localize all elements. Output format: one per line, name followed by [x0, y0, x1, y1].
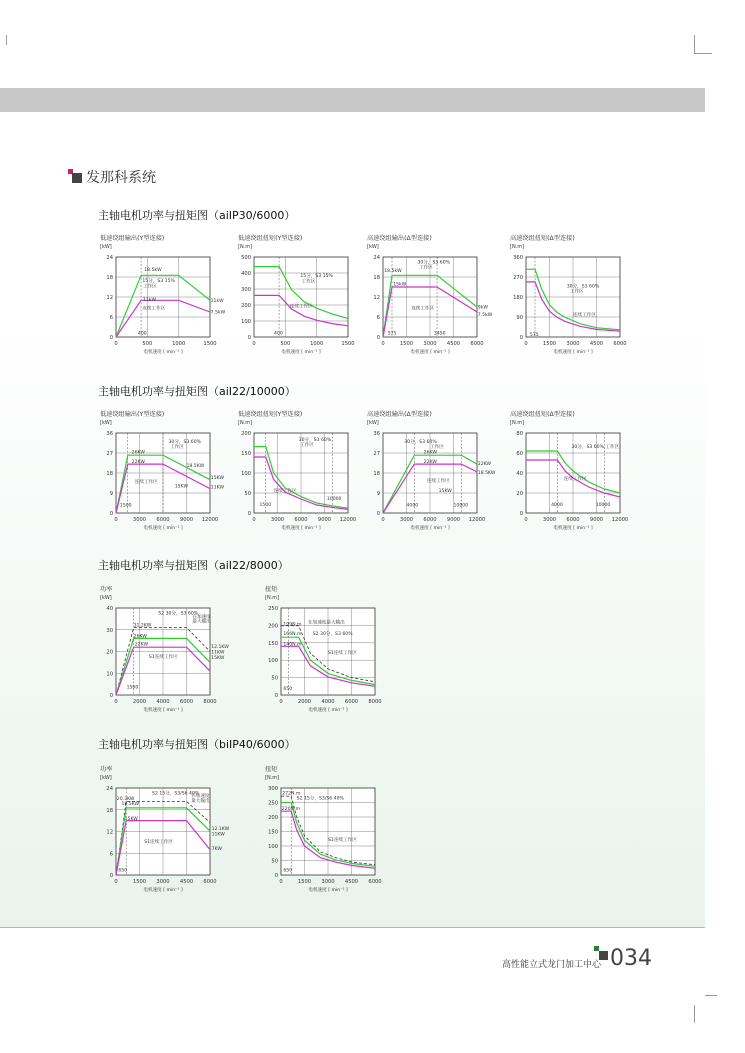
x-axis-label: 电机速度 [ min⁻¹ ] [143, 350, 183, 355]
y-tick-label: 0 [109, 693, 113, 699]
annotation-label: 22KW [423, 460, 437, 465]
x-tick-label: 6000 [368, 879, 382, 885]
chart-9 [98, 582, 238, 717]
y-tick-label: 100 [241, 471, 251, 477]
annotation-label: 12.1KW [211, 645, 229, 651]
y-tick-label: 12 [106, 829, 113, 836]
annotation-label: 18.5KW [477, 470, 496, 476]
annotation-label: 18.5KW [186, 464, 205, 470]
x-tick-label: 0 [114, 699, 118, 705]
y-tick-label: 150 [241, 451, 251, 457]
y-tick-label: 0 [274, 693, 278, 699]
y-tick-label: 20 [106, 649, 113, 656]
annotation-label: S2 15分，S3/S6 40% [152, 791, 200, 797]
annotation-label: 工作区 [142, 284, 157, 290]
y-tick-label: 200 [268, 815, 278, 821]
y-tick-label: 80 [516, 431, 523, 437]
x-tick-label: 4000 [156, 699, 170, 705]
y-tick-label: 0 [376, 511, 380, 517]
x-tick-label: 0 [524, 517, 528, 523]
y-unit-label: [kW] [100, 244, 112, 250]
annotation-label: 连续工作区 [134, 480, 158, 485]
y-unit-label: [N.m] [238, 420, 253, 426]
x-tick-label: 4500 [589, 341, 604, 347]
x-tick-label: 6000 [203, 879, 217, 885]
x-tick-label: 8000 [203, 699, 217, 705]
chart-title: 低速绕组输出(Y型连接) [100, 411, 165, 418]
y-tick-label: 12 [106, 295, 113, 301]
footer-divider [0, 927, 705, 928]
annotation-label: 18.5kW [144, 268, 162, 273]
y-unit-label: [N.m] [265, 595, 280, 601]
footer-title: 高性能立式龙门加工中心 [502, 960, 602, 970]
annotation-label: 30分，S3 60% [298, 438, 332, 443]
y-tick-label: 200 [241, 303, 251, 309]
chart-title: 扭矩 [265, 586, 278, 593]
y-tick-label: 100 [268, 658, 278, 665]
annotation-label: 连续工作区 [563, 477, 587, 482]
annotation-label: 9kW [477, 305, 488, 311]
x-tick-label: 3000 [270, 517, 285, 523]
plot-area [254, 257, 348, 337]
annotation-label: S1连续工作区 [144, 840, 174, 846]
y-tick-label: 300 [241, 287, 251, 293]
x-tick-label: 4000 [321, 699, 335, 705]
annotation-label: 11KW [210, 485, 225, 491]
x-tick-label: 0 [114, 879, 118, 885]
chart-title: 高速绕组扭矩(Δ型连接) [510, 411, 575, 418]
y-tick-label: 20 [516, 491, 523, 497]
annotation-label: 11kW [142, 298, 157, 303]
y-tick-label: 360 [513, 255, 523, 261]
y-unit-label: [N.m] [510, 420, 525, 426]
y-unit-label: [kW] [100, 775, 112, 781]
y-tick-label: 18 [373, 471, 380, 477]
x-tick-label: 1500 [297, 879, 312, 885]
annotation-label: 199N.m [283, 622, 302, 628]
y-tick-label: 200 [268, 623, 278, 630]
x-tick-label: 3000 [399, 517, 414, 523]
annotation-label: 30分，S3 60% [566, 284, 600, 290]
y-tick-label: 6 [109, 851, 113, 858]
x-tick-label: 6000 [613, 341, 627, 347]
x-tick-label: 6000 [566, 517, 580, 523]
x-tick-label: 8000 [368, 699, 382, 705]
x-tick-label: 6000 [156, 517, 170, 523]
y-tick-label: 50 [271, 858, 278, 865]
y-tick-label: 150 [268, 829, 278, 836]
section-title-3: 主轴电机功率与扭矩图（aiI22/8000） [98, 559, 289, 572]
chart-title: 高速绕组输出(Δ型连接) [367, 235, 432, 242]
x-tick-label: 6000 [344, 699, 359, 705]
x-tick-label: 0 [381, 341, 385, 347]
x-axis-label: 电机速度 [ min⁻¹ ] [553, 526, 593, 531]
x-tick-label: 1000 [310, 341, 324, 347]
y-tick-label: 9 [109, 491, 113, 497]
footer-mark-icon [594, 946, 608, 960]
annotation-label: 工作区 [301, 279, 316, 285]
y-tick-label: 250 [268, 606, 278, 612]
annotation-label: 22KW [477, 462, 492, 468]
annotation-label: 15KW [124, 816, 138, 822]
annotation-label: S2 15分，S3/S6 40% [296, 796, 344, 802]
x-tick-label: 4500 [446, 341, 461, 347]
y-unit-label: [kW] [367, 420, 379, 426]
annotation-label: 1500 [119, 503, 132, 509]
annotation-label: 272N.m [282, 791, 301, 797]
y-tick-label: 18 [373, 275, 380, 281]
annotation-label: 最大输出 [191, 799, 210, 805]
y-unit-label: [N.m] [510, 244, 525, 250]
annotation-label: S2 30分，S3 60% [158, 611, 199, 617]
annotation-label: 连续工作区 [273, 489, 297, 495]
annotation-label: 在加速度 [192, 614, 211, 620]
annotation-label: 工作区 [430, 445, 444, 451]
annotation-label: 30分，S3 60% [417, 260, 451, 266]
x-axis-label: 电机速度 [ min⁻¹ ] [308, 708, 348, 713]
x-tick-label: 3000 [132, 517, 147, 523]
chart-1 [98, 231, 238, 359]
x-tick-label: 2000 [132, 699, 147, 705]
y-tick-label: 0 [376, 335, 380, 341]
chart-8 [508, 407, 648, 535]
y-unit-label: [kW] [367, 244, 379, 250]
x-tick-label: 0 [252, 517, 256, 523]
y-tick-label: 18 [106, 807, 113, 814]
y-tick-label: 36 [106, 431, 113, 437]
chart-3 [365, 231, 505, 359]
x-axis-label: 电机速度 [ min⁻¹ ] [143, 526, 183, 531]
x-axis-label: 电机速度 [ min⁻¹ ] [308, 888, 348, 893]
chart-title: 低速绕组扭矩(Y型连接) [238, 235, 303, 242]
annotation-label: 650 [118, 868, 128, 874]
x-axis-label: 电机速度 [ min⁻¹ ] [410, 350, 450, 355]
annotation-label: 工作区 [300, 442, 315, 448]
annotation-label: 18.5KW [121, 802, 140, 808]
chart-title: 高速绕组输出(Δ型连接) [367, 411, 432, 418]
x-tick-label: 6000 [294, 517, 308, 523]
brand-title: 发那科系统 [86, 170, 156, 186]
annotation-label: 31.2KW [133, 623, 152, 629]
annotation-label: 22KW [134, 642, 149, 648]
y-unit-label: [N.m] [238, 244, 253, 250]
chart-12 [263, 762, 403, 897]
x-tick-label: 3000 [321, 879, 335, 885]
header-slogan: 永远与您站在一起！ [518, 182, 627, 196]
annotation-label: 工作区 [170, 445, 184, 451]
y-tick-label: 6 [109, 315, 113, 321]
annotation-label: 15KW [210, 476, 225, 481]
y-unit-label: [N.m] [265, 775, 280, 781]
annotation-label: 11KW [211, 832, 225, 838]
annotation-label: 140N.m [283, 642, 302, 648]
chart-title: 低速绕组扭矩(Y型连接) [238, 411, 303, 418]
annotation-label: S1连续工作区 [328, 650, 357, 656]
y-tick-label: 9 [376, 491, 380, 497]
y-tick-label: 10 [106, 671, 113, 678]
y-tick-label: 0 [519, 335, 523, 341]
x-tick-label: 6000 [423, 517, 437, 523]
x-tick-label: 3000 [423, 341, 437, 347]
annotation-label: 12.1KW [211, 827, 230, 833]
chart-title: 功率 [100, 766, 113, 773]
y-tick-label: 40 [516, 471, 523, 477]
annotation-label: 连续工作区 [411, 306, 435, 312]
x-tick-label: 1000 [172, 341, 186, 347]
x-tick-label: 3000 [156, 879, 170, 885]
annotation-label: 20.3KW [116, 796, 135, 802]
x-tick-label: 500 [280, 341, 291, 347]
annotation-label: 连续工作区 [426, 478, 450, 484]
x-tick-label: 12000 [339, 517, 357, 523]
y-tick-label: 500 [241, 255, 251, 261]
crop-mark [694, 35, 695, 53]
annotation-label: 15KW [211, 656, 225, 662]
x-axis-label: 电机速度 [ min⁻¹ ] [553, 350, 593, 355]
x-axis-label: 电机速度 [ min⁻¹ ] [281, 526, 321, 531]
chart-title: 高速绕组扭矩(Δ型连接) [510, 235, 575, 242]
chart-title: 扭矩 [265, 766, 278, 773]
section-title-2: 主轴电机功率与扭矩图（aiI22/10000） [98, 385, 296, 398]
x-tick-label: 9000 [317, 517, 332, 523]
annotation-label: 650 [283, 868, 293, 874]
x-tick-label: 12000 [468, 517, 486, 523]
y-tick-label: 6 [376, 315, 380, 321]
annotation-label: S1连续工作区 [328, 837, 357, 843]
annotation-label: 26KW [423, 450, 437, 456]
x-tick-label: 0 [114, 341, 118, 347]
y-tick-label: 12 [373, 295, 380, 301]
x-tick-label: 9000 [589, 517, 604, 523]
x-tick-label: 9000 [446, 517, 461, 523]
chart-title: 功率 [100, 586, 113, 593]
annotation-label: 10000 [326, 496, 342, 502]
x-axis-label: 电机速度 [ min⁻¹ ] [143, 888, 183, 893]
section-title-4: 主轴电机功率与扭矩图（biIP40/6000） [98, 738, 296, 751]
annotation-label: 4000 [551, 503, 563, 508]
y-tick-label: 270 [513, 275, 523, 281]
x-tick-label: 9000 [179, 517, 194, 523]
y-tick-label: 0 [519, 511, 523, 517]
annotation-label: 400 [274, 331, 283, 337]
y-tick-label: 27 [106, 451, 113, 457]
y-tick-label: 400 [241, 271, 251, 277]
y-tick-label: 27 [373, 451, 380, 457]
x-tick-label: 0 [381, 517, 385, 523]
x-tick-label: 2000 [297, 699, 312, 705]
annotation-label: 7.5kW [477, 313, 493, 318]
y-tick-label: 100 [268, 844, 278, 850]
annotation-label: 7KW [211, 846, 222, 852]
x-tick-label: 1500 [341, 341, 355, 347]
y-tick-label: 200 [241, 431, 251, 437]
crop-mark [705, 995, 717, 996]
chart-4 [508, 231, 648, 359]
y-tick-label: 0 [109, 335, 113, 341]
annotation-label: 575 [529, 332, 539, 338]
y-tick-label: 0 [109, 873, 113, 879]
x-tick-label: 3000 [566, 341, 580, 347]
annotation-label: 最大输出 [192, 619, 211, 625]
x-tick-label: 3000 [542, 517, 557, 523]
annotation-label: 575 [387, 331, 397, 337]
annotation-label: 11kW [210, 299, 224, 304]
annotation-label: 30分，S3 60% 工作区 [571, 445, 620, 450]
annotation-label: 15分，S3 15% [300, 274, 333, 279]
annotation-label: 15KW [438, 488, 452, 494]
y-tick-label: 300 [268, 786, 278, 792]
y-tick-label: 0 [274, 873, 278, 879]
annotation-label: 工作区 [419, 265, 433, 271]
x-axis-label: 电机速度 [ min⁻¹ ] [410, 526, 450, 531]
x-axis-label: 电机速度 [ min⁻¹ ] [281, 350, 321, 355]
annotation-label: 18.5kW [384, 269, 402, 274]
x-tick-label: 0 [279, 699, 283, 705]
x-tick-label: 6000 [179, 699, 194, 705]
y-tick-label: 180 [513, 295, 523, 301]
x-tick-label: 12000 [201, 517, 219, 523]
y-tick-label: 0 [247, 335, 251, 341]
x-tick-label: 500 [142, 341, 153, 347]
y-tick-label: 24 [106, 786, 113, 792]
annotation-label: 在加速度 [191, 794, 210, 800]
annotation-label: 工作区 [569, 289, 584, 295]
annotation-label: 30分，S3 60% [168, 440, 202, 445]
page-number: 034 [610, 946, 652, 971]
annotation-label: 10000 [453, 503, 469, 509]
x-tick-label: 1500 [132, 879, 147, 885]
y-tick-label: 50 [244, 491, 251, 497]
x-tick-label: 0 [279, 879, 283, 885]
x-tick-label: 0 [252, 341, 256, 347]
annotation-label: 26KW [133, 634, 147, 640]
chart-2 [236, 231, 376, 359]
y-tick-label: 40 [106, 606, 113, 612]
annotation-label: 220N.m [281, 806, 300, 812]
annotation-label: 在加速度最大输出 [308, 620, 345, 626]
annotation-label: 10000 [595, 503, 611, 508]
chart-7 [365, 407, 505, 535]
y-tick-label: 250 [268, 800, 278, 807]
y-tick-label: 30 [106, 627, 113, 634]
annotation-label: 30分，S3 60% [404, 440, 437, 445]
annotation-label: 22KW [131, 460, 145, 465]
y-tick-label: 0 [109, 511, 113, 517]
crop-mark [694, 1005, 695, 1023]
x-tick-label: 0 [114, 517, 118, 523]
annotation-label: 15分，S3 15% [142, 279, 175, 284]
annotation-label: 1500 [126, 685, 139, 691]
annotation-label: S2 30分，S3 60% [312, 631, 353, 637]
annotation-label: 连续工作区 [142, 306, 166, 312]
annotation-label: 400 [137, 331, 147, 337]
annotation-label: 15KW [174, 484, 188, 490]
chart-6 [236, 407, 376, 535]
chart-5 [98, 407, 238, 535]
annotation-label: S1连续工作区 [148, 655, 178, 661]
y-tick-label: 24 [106, 255, 113, 261]
y-tick-label: 150 [268, 640, 278, 647]
annotation-label: 连续工作区 [289, 304, 313, 310]
y-tick-label: 18 [106, 471, 113, 477]
x-tick-label: 0 [524, 341, 528, 347]
y-tick-label: 18 [106, 275, 113, 281]
y-tick-label: 100 [241, 319, 251, 325]
y-tick-label: 36 [373, 431, 380, 437]
annotation-label: 11KW [211, 650, 225, 656]
crop-mark [6, 35, 7, 45]
y-tick-label: 50 [271, 675, 278, 682]
x-tick-label: 12000 [611, 517, 629, 523]
x-tick-label: 1500 [203, 341, 217, 347]
y-tick-label: 60 [516, 451, 523, 457]
section-title-1: 主轴电机功率与扭矩图（aiIP30/6000） [98, 209, 296, 222]
annotation-label: 3450 [433, 331, 446, 337]
annotation-label: 166N.m [283, 632, 302, 638]
x-tick-label: 4500 [344, 879, 359, 885]
annotation-label: 26KW [131, 450, 145, 456]
annotation-label: 4000 [406, 503, 419, 509]
y-tick-label: 90 [516, 315, 523, 321]
y-tick-label: 0 [247, 511, 251, 517]
annotation-label: 650 [283, 686, 293, 692]
chart-11 [98, 762, 238, 897]
x-tick-label: 6000 [470, 341, 484, 347]
y-unit-label: [kW] [100, 595, 112, 601]
crop-mark [694, 53, 712, 54]
annotation-label: 15kW [393, 282, 407, 288]
annotation-label: 1500 [259, 502, 272, 508]
annotation-label: 7.5kW [210, 310, 226, 316]
y-tick-label: 24 [373, 255, 380, 261]
y-unit-label: [kW] [100, 420, 112, 426]
chart-10 [263, 582, 403, 717]
annotation-label: 连续工作区 [573, 312, 596, 318]
x-axis-label: 电机速度 [ min⁻¹ ] [143, 708, 183, 713]
x-tick-label: 1500 [399, 341, 414, 347]
x-tick-label: 1500 [542, 341, 557, 347]
x-tick-label: 4500 [179, 879, 194, 885]
brand-mark-icon [68, 169, 82, 183]
chart-title: 低速绕组输出(Y型连接) [100, 235, 165, 242]
